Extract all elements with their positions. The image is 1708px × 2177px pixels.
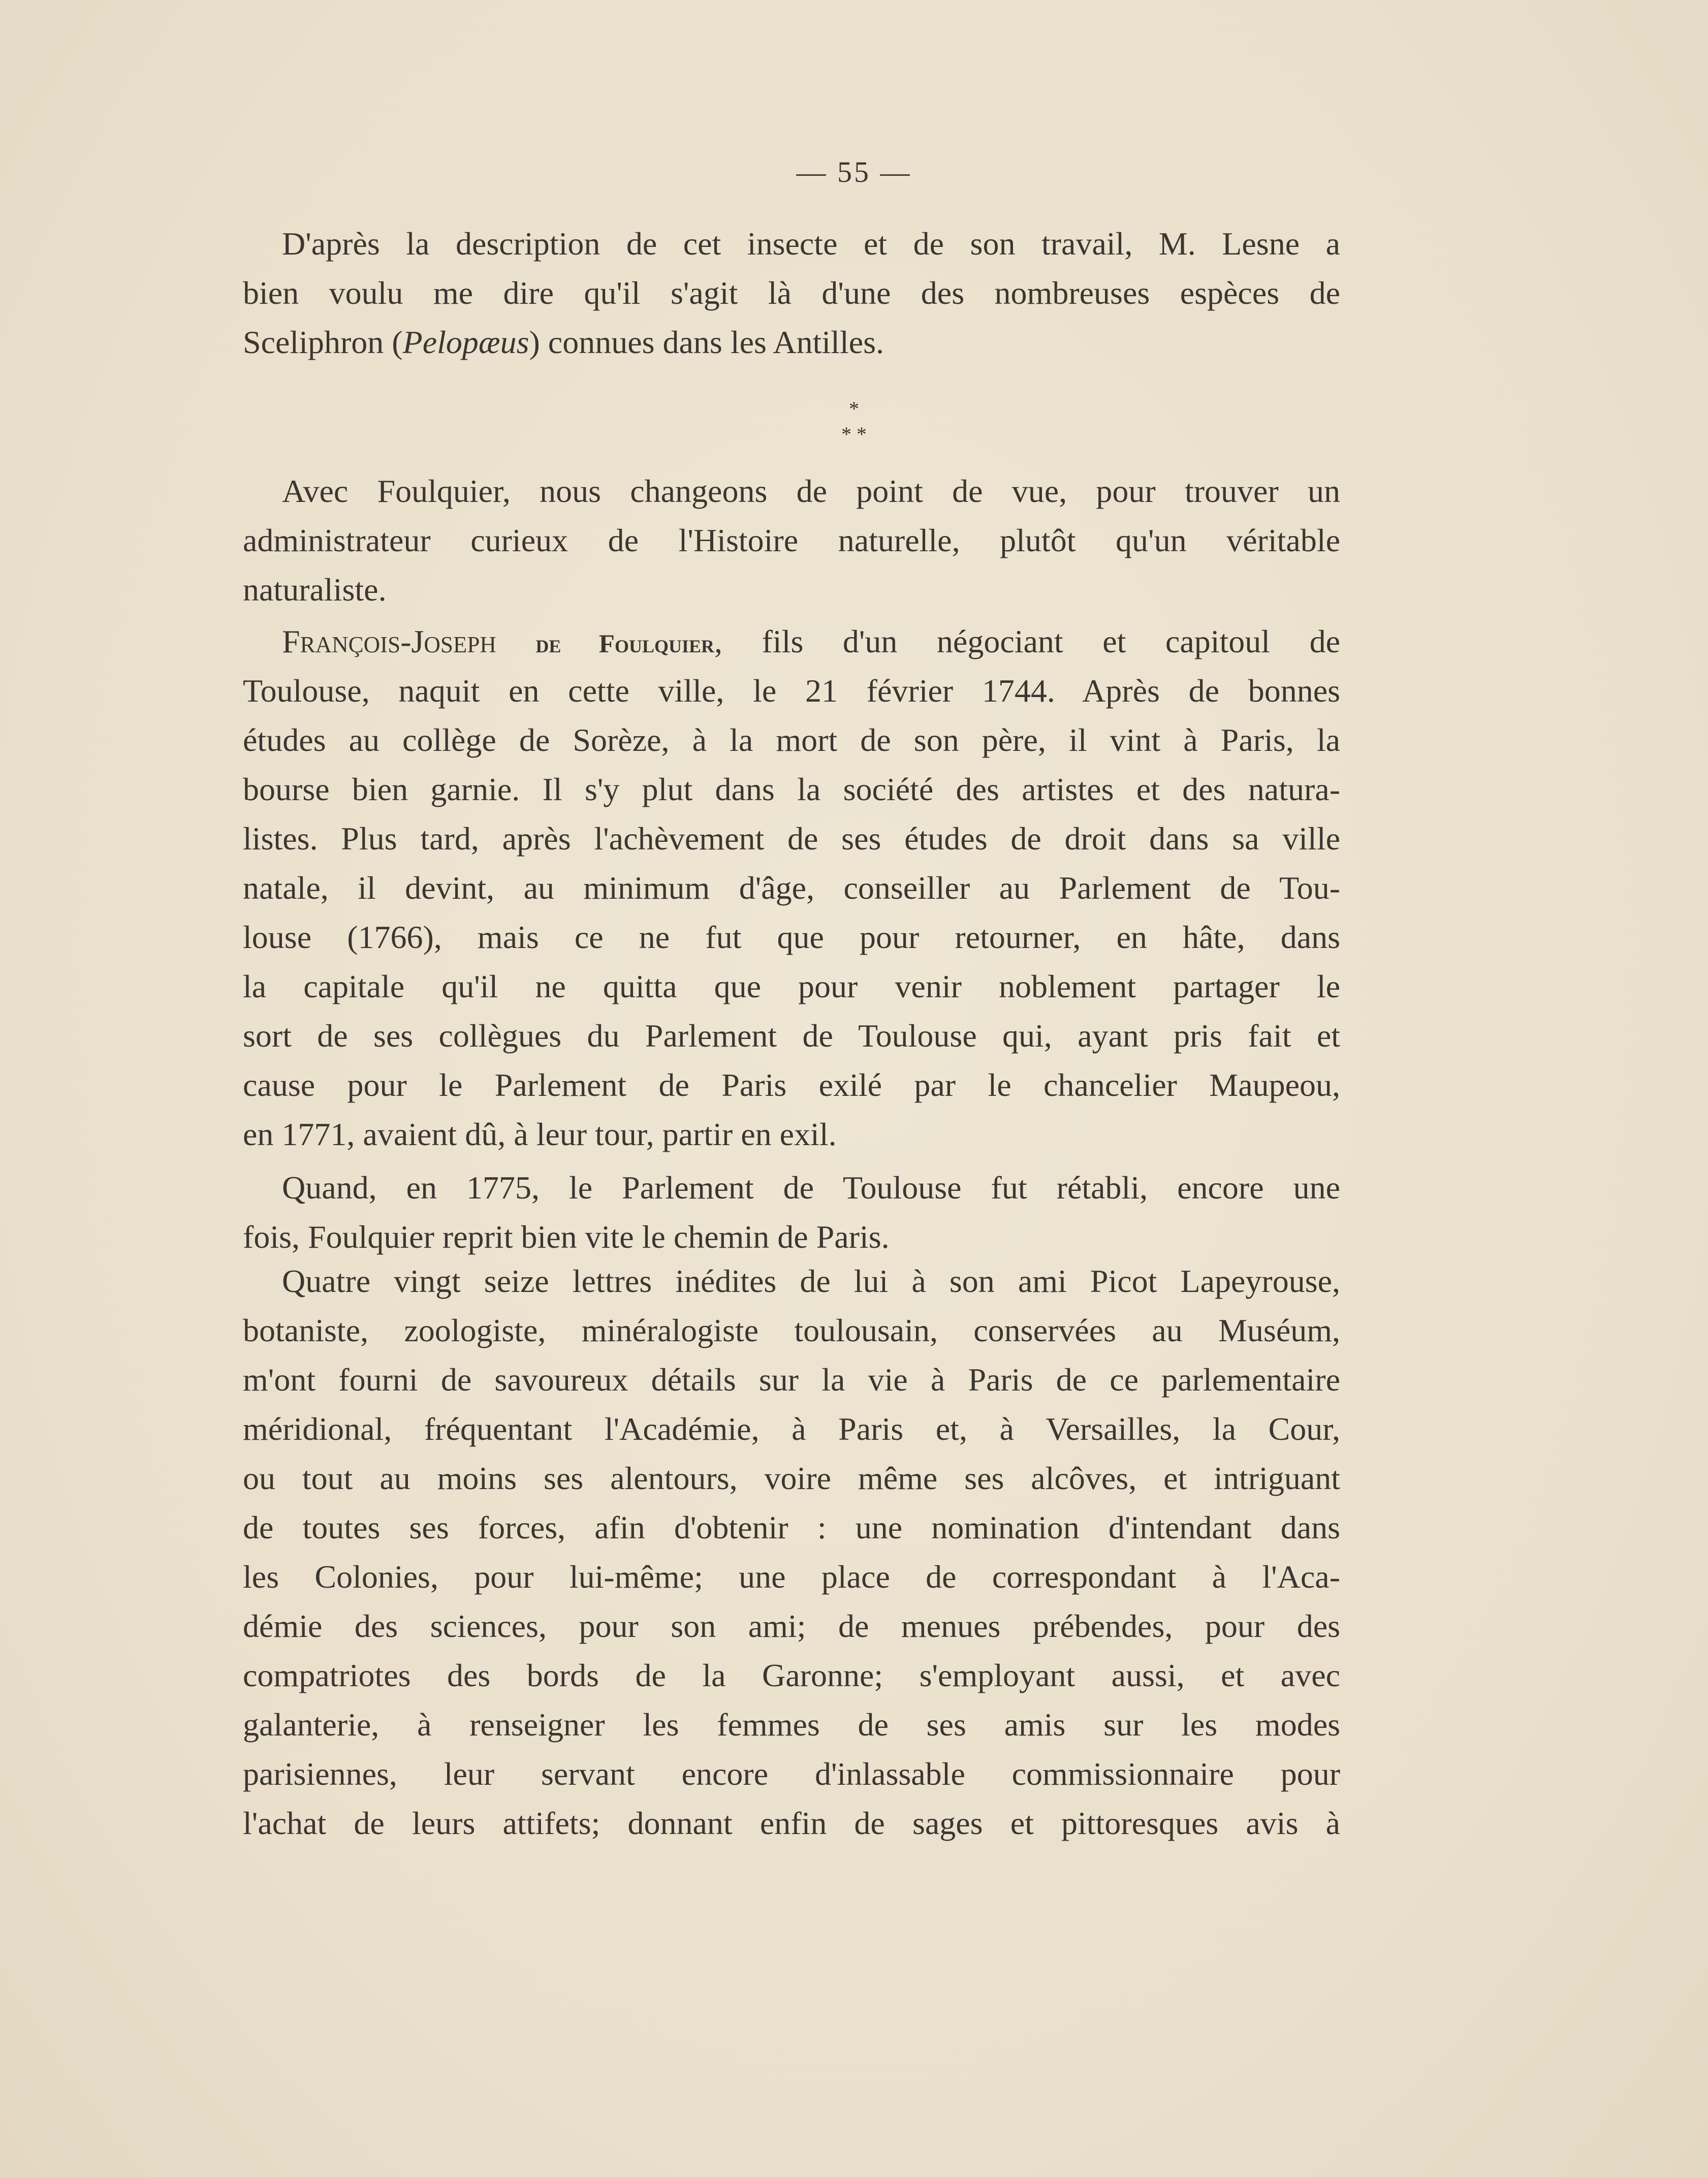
text-line: Quatre vingt seize lettres inédites de lui à son ami Picot Lapeyrouse, (282, 1263, 1340, 1299)
separator-stars-bottom: * * (841, 423, 867, 446)
text-line: natale, il devint, au minimum d'âge, conseiller au Parlement de Tou- (243, 870, 1340, 906)
text-line: études au collège de Sorèze, à la mort de son père, il vint à Paris, la (243, 722, 1340, 758)
text-line: D'après la description de cet insecte et de son travail, M. Lesne a (282, 226, 1340, 262)
text-line: parisiennes, leur servant encore d'inlassable commissionnaire pour (243, 1756, 1340, 1792)
separator-star-top: * (849, 397, 859, 420)
text-line: ou tout au moins ses alentours, voire même ses alcôves, et intriguant (243, 1460, 1340, 1496)
text-line: en 1771, avaient dû, à leur tour, partir en exil. (243, 1116, 837, 1152)
text-line: démie des sciences, pour son ami; de menues prébendes, pour des (243, 1608, 1340, 1644)
text-line: l'achat de leurs attifets; donnant enfin de sages et pittoresques avis à (243, 1805, 1340, 1841)
text-line (282, 621, 1340, 665)
text-line: les Colonies, pour lui-même; une place de correspondant à l'Aca- (243, 1559, 1340, 1595)
text-line: de toutes ses forces, afin d'obtenir : une nomination d'intendant dans (243, 1509, 1340, 1545)
text-line: listes. Plus tard, après l'achèvement de ses études de droit dans sa ville (243, 821, 1340, 857)
italic-term: Pelopæus (402, 324, 529, 360)
text-line: sort de ses collègues du Parlement de Toulouse qui, ayant pris fait et (243, 1018, 1340, 1054)
text-line: Toulouse, naquit en cette ville, le 21 février 1744. Après de bonnes (243, 673, 1340, 709)
text-line: cause pour le Parlement de Paris exilé par le chancelier Maupeou, (243, 1067, 1340, 1103)
text-span (496, 623, 536, 659)
small-caps-name: de Foulquier (535, 629, 715, 658)
text-line: méridional, fréquentant l'Académie, à Paris et, à Versailles, la Cour, (243, 1411, 1340, 1447)
text-span: Sceliphron ( (243, 324, 403, 360)
text-line (243, 322, 1340, 363)
text-line: m'ont fourni de savoureux détails sur la vie à Paris de ce parlementaire (243, 1362, 1340, 1398)
text-line: bourse bien garnie. Il s'y plut dans la société des artistes et des natura- (243, 771, 1340, 807)
text-line: la capitale qu'il ne quitta que pour venir noblement partager le (243, 968, 1340, 1004)
text-line: bien voulu me dire qu'il s'agit là d'une des nombreuses espèces de (243, 275, 1340, 311)
text-line: galanterie, à renseigner les femmes de ses amis sur les modes (243, 1707, 1340, 1743)
page-number: — 55 — (796, 155, 912, 188)
text-line: fois, Foulquier reprit bien vite le chemin de Paris. (243, 1219, 890, 1255)
small-caps-name: François-Joseph (282, 623, 496, 659)
text-line: administrateur curieux de l'Histoire naturelle, plutôt qu'un véritable (243, 522, 1340, 558)
text-line: Avec Foulquier, nous changeons de point de vue, pour trouver un (282, 473, 1340, 509)
text-line: compatriotes des bords de la Garonne; s'employant aussi, et avec (243, 1657, 1340, 1693)
text-line: louse (1766), mais ce ne fut que pour retourner, en hâte, dans (243, 919, 1340, 955)
text-line: naturaliste. (243, 572, 387, 608)
text-line: Quand, en 1775, le Parlement de Toulouse fut rétabli, encore une (282, 1170, 1340, 1206)
text-span: ) connues dans les Antilles. (529, 324, 884, 360)
text-line: botaniste, zoologiste, minéralogiste toulousain, conservées au Muséum, (243, 1312, 1340, 1348)
text-span: , fils d'un négociant et capitoul de (714, 623, 1341, 659)
